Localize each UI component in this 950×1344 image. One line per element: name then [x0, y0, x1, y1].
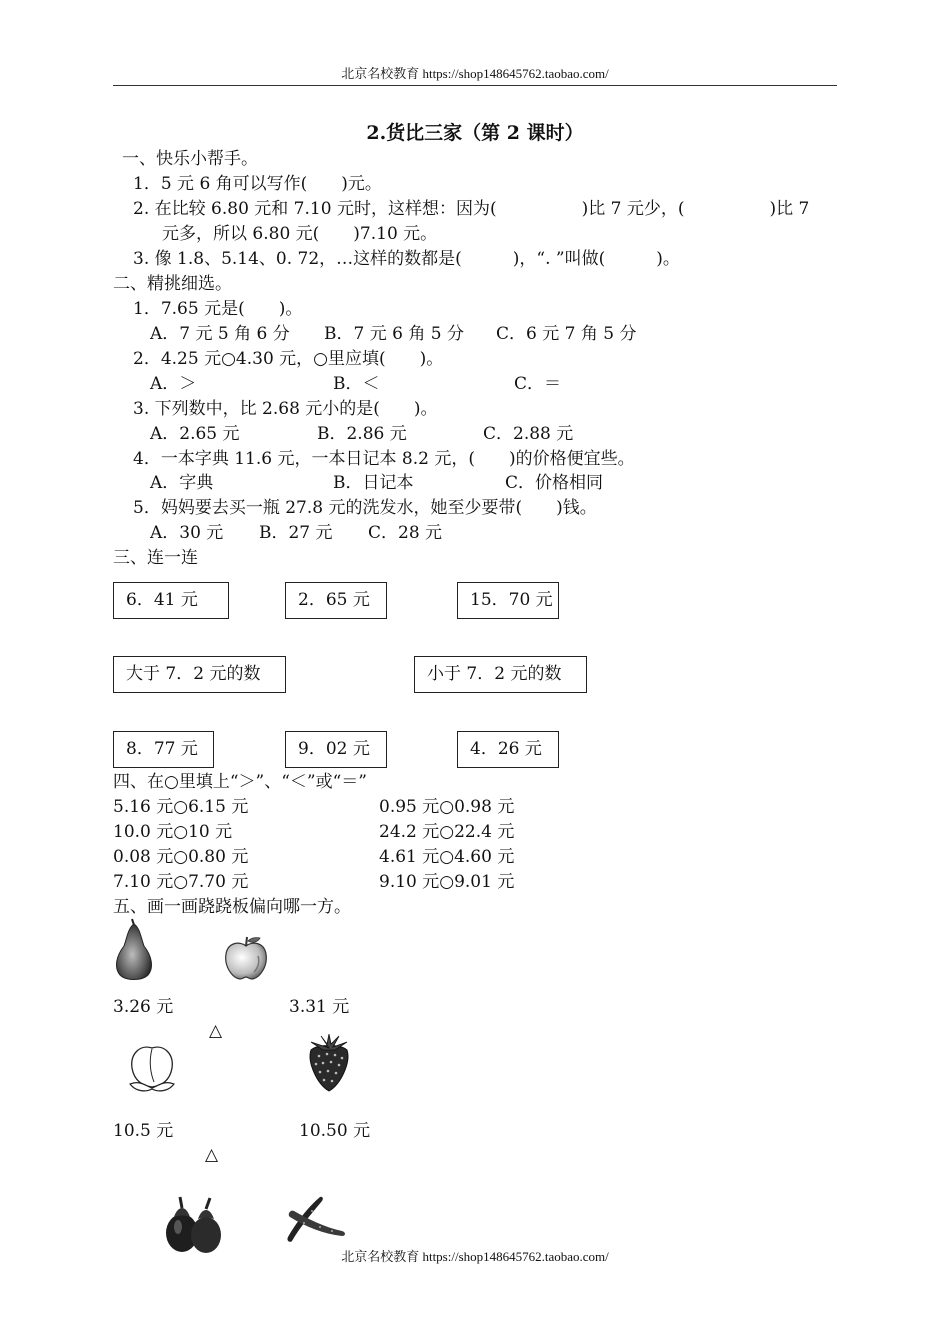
match-box-top-2: 2．65 元 [285, 582, 387, 619]
section2-heading: 二、精挑细选。 [113, 274, 232, 294]
s2-q2-option-b: B．＜ [333, 374, 380, 394]
s2-q1: 1．7.65 元是( )。 [133, 299, 303, 319]
header-rule [113, 85, 837, 86]
compare-right-3: 4.61 元○4.60 元 [379, 847, 515, 867]
eggplant-icon [160, 1193, 228, 1255]
compare-left-3: 0.08 元○0.80 元 [113, 847, 249, 867]
s2-q2-option-c: C．＝ [514, 374, 562, 394]
seesaw1-left-price: 3.26 元 [113, 997, 174, 1017]
s2-q4: 4．一本字典 11.6 元，一本日记本 8.2 元，( )的价格便宜些。 [133, 449, 635, 469]
match-box-top-3: 15．70 元 [457, 582, 559, 619]
seesaw2-fulcrum: △ [205, 1145, 219, 1165]
page-header: 北京名校教育 https://shop148645762.taobao.com/ [341, 66, 609, 81]
compare-right-2: 24.2 元○22.4 元 [379, 822, 515, 842]
seesaw2-right-price: 10.50 元 [299, 1121, 371, 1141]
s2-q4-option-c: C．价格相同 [505, 473, 604, 493]
section4-heading: 四、在○里填上“＞”、“＜”或“＝” [113, 772, 367, 792]
s1-q3: 3. 像 1.8、5.14、0. 72，…这样的数都是( )，“. ”叫做( )。 [133, 249, 680, 269]
s2-q3-option-c: C．2.88 元 [483, 424, 574, 444]
seesaw1-right-price: 3.31 元 [289, 997, 350, 1017]
s2-q5-option-a: A．30 元 [150, 523, 224, 543]
s2-q3: 3. 下列数中，比 2.68 元小的是( )。 [133, 399, 438, 419]
page-footer: 北京名校教育 https://shop148645762.taobao.com/ [341, 1249, 609, 1264]
s1-q2-line1: 2. 在比较 6.80 元和 7.10 元时，这样想：因为( )比 7 元少，( )比 7 [133, 199, 810, 219]
pear-icon [110, 918, 158, 982]
s2-q5: 5．妈妈要去买一瓶 27.8 元的洗发水，她至少要带( )钱。 [133, 498, 597, 518]
seesaw2-left-price: 10.5 元 [113, 1121, 174, 1141]
section5-heading: 五、画一画跷跷板偏向哪一方。 [113, 897, 351, 917]
compare-left-2: 10.0 元○10 元 [113, 822, 233, 842]
page-title: 2.货比三家（第 2 课时） [366, 122, 584, 144]
match-box-bottom-1: 8．77 元 [113, 731, 214, 768]
strawberry-icon [303, 1034, 355, 1094]
match-box-top-1: 6．41 元 [113, 582, 229, 619]
compare-left-4: 7.10 元○7.70 元 [113, 872, 249, 892]
compare-right-4: 9.10 元○9.01 元 [379, 872, 515, 892]
s2-q1-option-b: B．7 元 6 角 5 分 [324, 324, 464, 344]
match-box-less: 小于 7．2 元的数 [414, 656, 587, 693]
section3-heading: 三、连一连 [113, 548, 198, 568]
s2-q1-option-c: C．6 元 7 角 5 分 [496, 324, 637, 344]
compare-left-1: 5.16 元○6.15 元 [113, 797, 249, 817]
seesaw1-fulcrum: △ [209, 1021, 223, 1041]
s2-q3-option-b: B．2.86 元 [317, 424, 407, 444]
match-box-bottom-2: 9．02 元 [285, 731, 387, 768]
s2-q4-option-b: B．日记本 [333, 473, 414, 493]
apple-icon [222, 934, 270, 982]
s2-q1-option-a: A．7 元 5 角 6 分 [150, 324, 290, 344]
s1-q1: 1．5 元 6 角可以写作( )元。 [133, 174, 382, 194]
match-box-bottom-3: 4．26 元 [457, 731, 559, 768]
s2-q4-option-a: A．字典 [150, 473, 214, 493]
s2-q2: 2．4.25 元○4.30 元，○里应填( )。 [133, 349, 444, 369]
s2-q2-option-a: A．＞ [150, 374, 197, 394]
s1-q2-line2: 元多，所以 6.80 元( )7.10 元。 [162, 224, 438, 244]
compare-right-1: 0.95 元○0.98 元 [379, 797, 515, 817]
s2-q3-option-a: A．2.65 元 [150, 424, 240, 444]
s2-q5-option-b: B．27 元 [259, 523, 333, 543]
peach-icon [122, 1040, 182, 1094]
cucumber-icon [280, 1193, 348, 1243]
match-box-greater: 大于 7．2 元的数 [113, 656, 286, 693]
section1-heading: 一、快乐小帮手。 [122, 149, 258, 169]
s2-q5-option-c: C．28 元 [368, 523, 443, 543]
